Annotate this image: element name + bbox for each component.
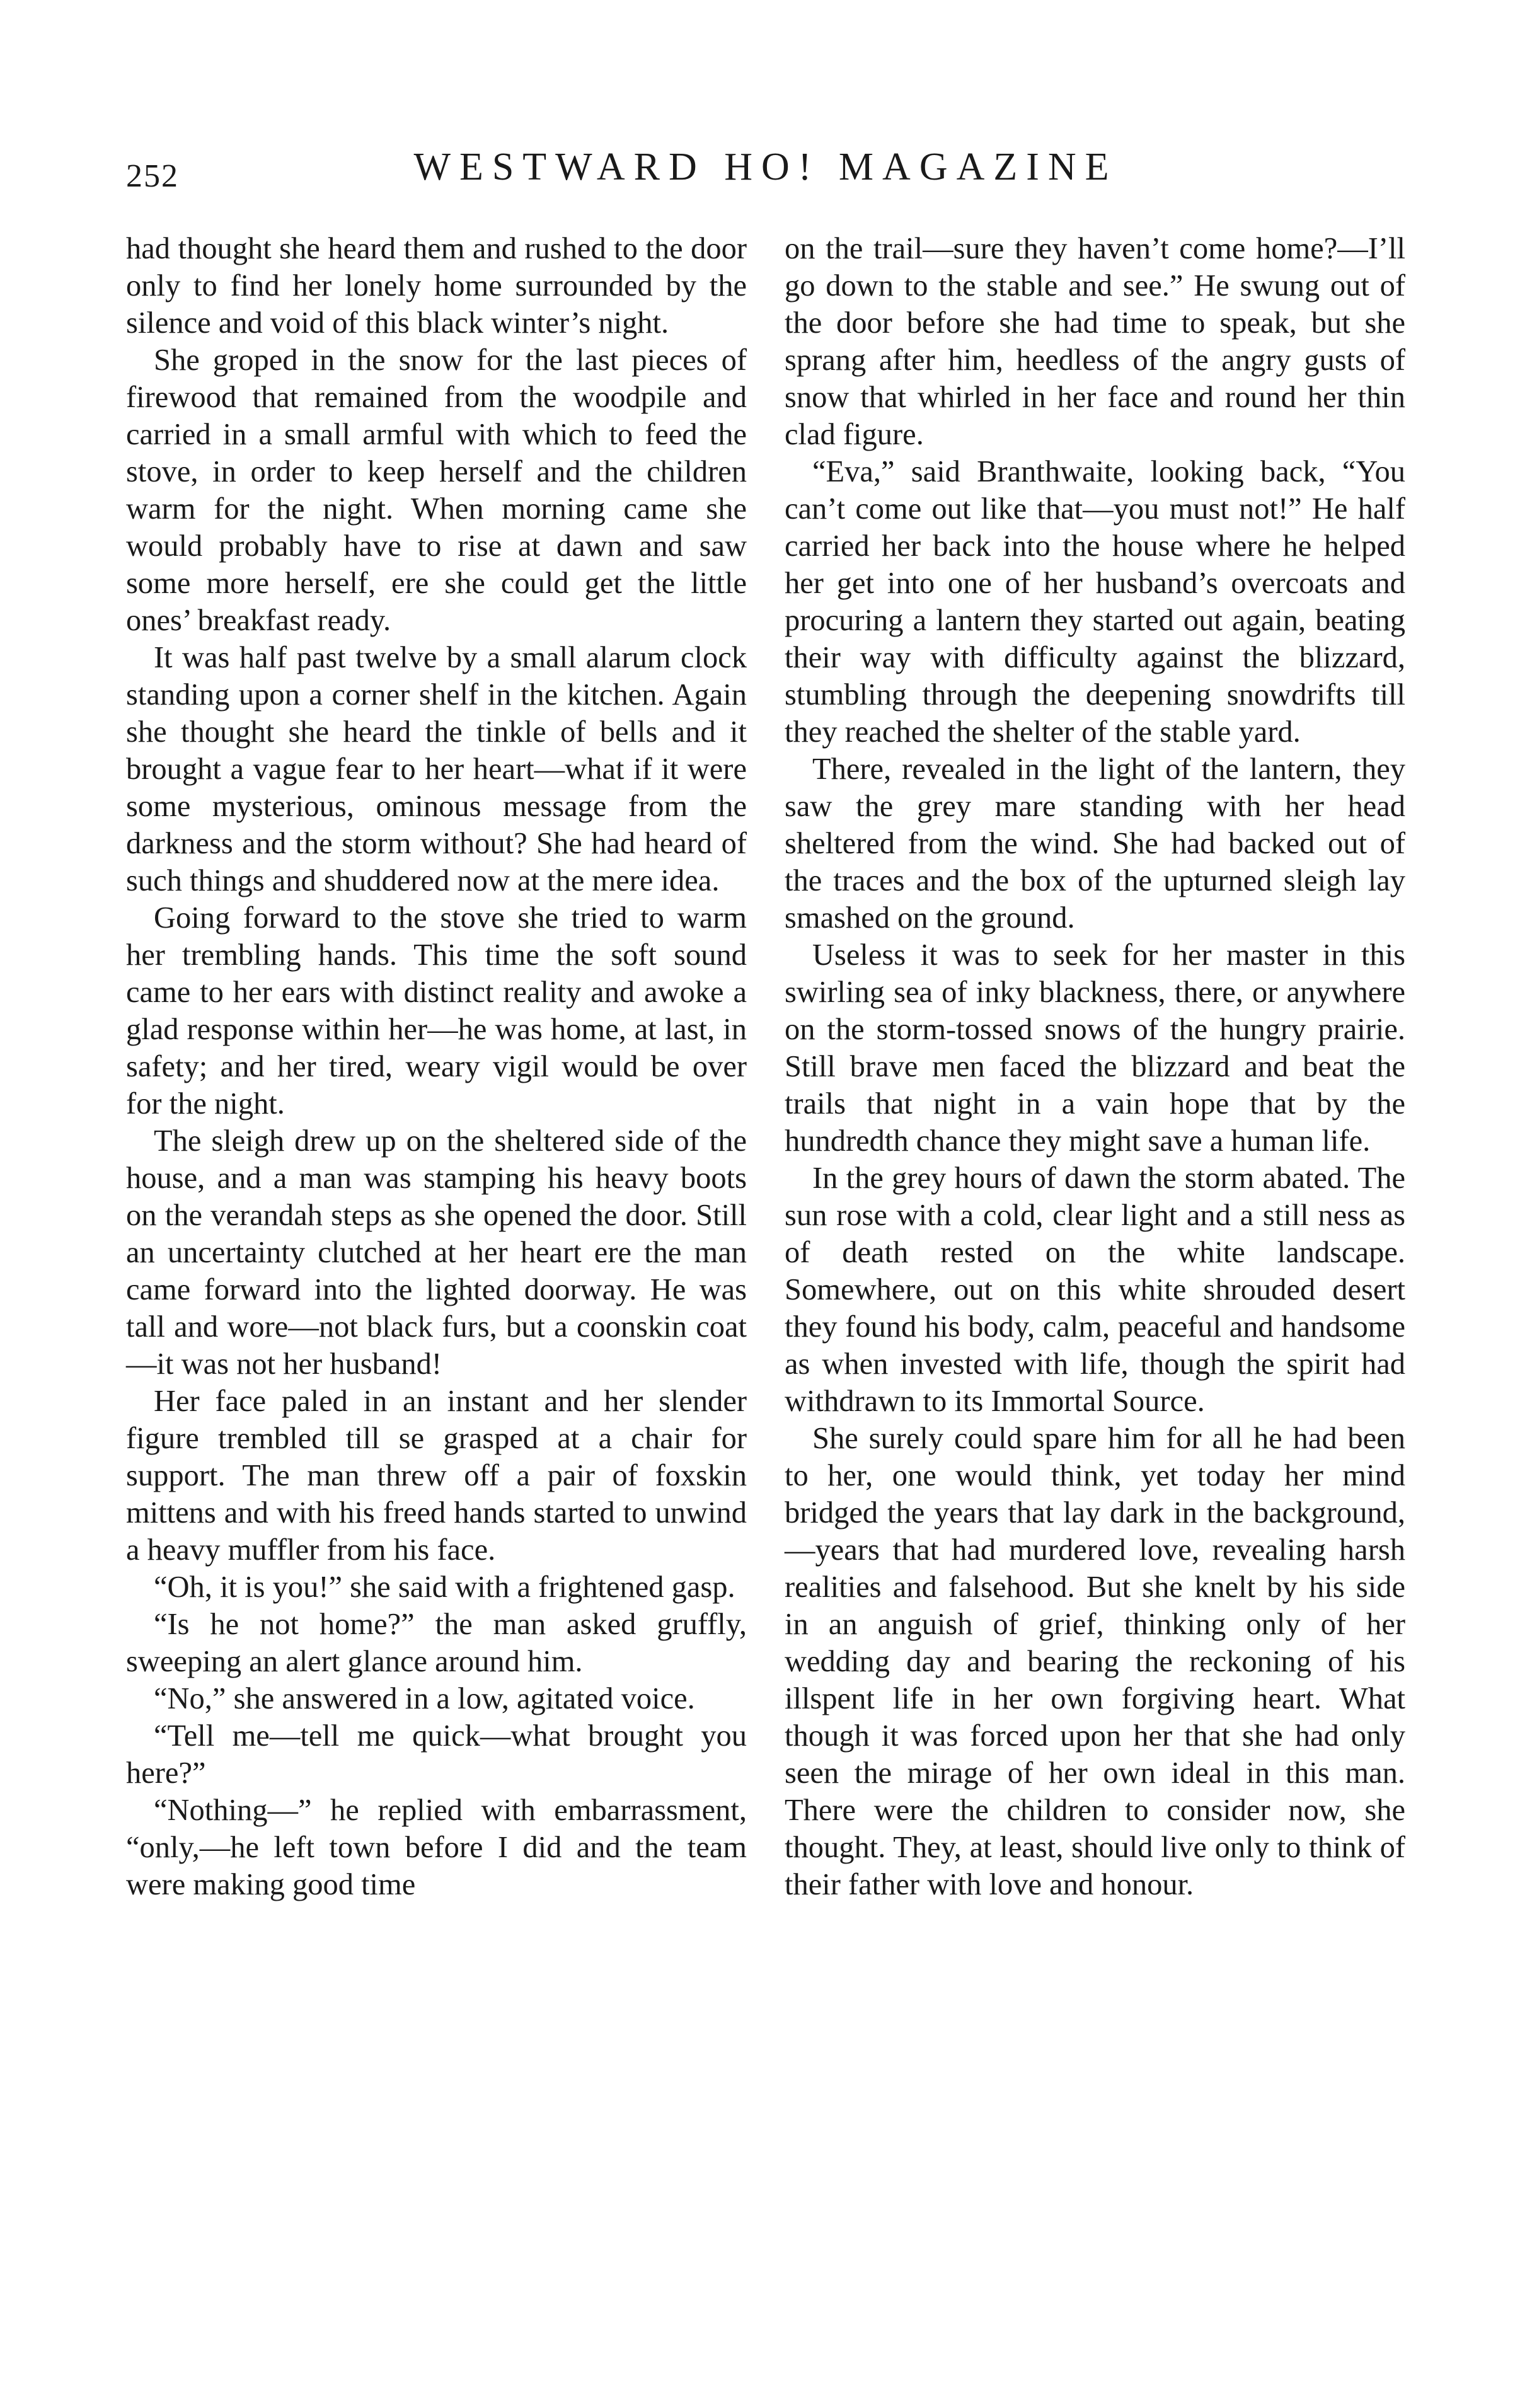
paragraph: “No,” she answered in a low, agitated voice. <box>154 1682 695 1715</box>
paragraph: “Is he not home?” the man asked gruffly, sweeping an alert glance around him. <box>126 1608 747 1678</box>
paragraph: had thought she heard them and rushed to the door only to find her lonely home surrounded by the silence and void of this black winter’s night. <box>126 232 747 340</box>
paragraph: “Tell me—tell me quick—what brought you here?” <box>126 1719 747 1790</box>
page-number: 252 <box>126 158 179 194</box>
paragraph: “Nothing—” he replied with embarrassment, “only,—he left town before I did and the team were making good time <box>126 1794 747 1901</box>
paragraph: In the grey hours of dawn the storm abated. The sun rose with a cold, clear light and a still ness as of death rested on the white landscape. Somewhere, out on this white shrouded desert they found his body, calm, peaceful and handsome as when invested with life, though the spirit had withdrawn to its Immortal Source. <box>785 1161 1405 1418</box>
paragraph: She surely could spare him for all he had been to her, one would think, yet today her mind bridged the years that lay dark in the background,—years that had murdered love, revealing harsh realities and falsehood. But she knelt by his side in an anguish of grief, thinking only of her wedding day and bearing the reckoning of his illspent life in her own forgiving heart. What though it was forced upon her that she had only seen the mirage of her own ideal in this man. There were the children to consider now, she thought. They, at least, should live only to think of their father with love and honour. <box>785 1422 1405 1901</box>
paragraph: She groped in the snow for the last pieces of firewood that remained from the woodpile and carried in a small armful with which to feed the stove, in order to keep herself and the children warm for the night. When morning came she would probably have to rise at dawn and saw some more herself, ere she could get the little ones’ breakfast ready. <box>126 343 747 637</box>
paragraph: Her face paled in an instant and her slender figure trembled till se grasped at a chair for support. The man threw off a pair of foxskin mittens and with his freed hands started to unwind a heavy muffler from his face. <box>126 1385 747 1567</box>
left-column <box>126 230 747 1903</box>
paragraph: The sleigh drew up on the sheltered side of the house, and a man was stamping his heavy boots on the verandah steps as she opened the door. Still an uncertainty clutched at her heart ere the man came forward into the lighted doorway. He was tall and wore—not black furs, but a coonskin coat—it was not her husband! <box>126 1124 747 1381</box>
paragraph: Going forward to the stove she tried to warm her trembling hands. This time the soft sound came to her ears with distinct reality and awoke a glad response within her—he was home, at last, in safety; and her tired, weary vigil would be over for the night. <box>126 901 747 1120</box>
right-column <box>785 230 1405 1903</box>
paragraph: on the trail—sure they haven’t come home?—I’ll go down to the stable and see.” He swung out of the door before she had time to speak, but she sprang after him, heedless of the angry gusts of snow that whirled in her face and round her thin clad figure. <box>785 232 1405 451</box>
page-header <box>126 145 1405 214</box>
paragraph: Useless it was to seek for her master in this swirling sea of inky blackness, there, or anywhere on the storm-tossed snows of the hungry prairie. Still brave men faced the blizzard and beat the trails that night in a vain hope that by the hundredth chance they might save a human life. <box>785 938 1405 1158</box>
paragraph: There, revealed in the light of the lantern, they saw the grey mare standing with her head sheltered from the wind. She had backed out of the traces and the box of the upturned sleigh lay smashed on the ground. <box>785 752 1405 935</box>
paragraph: It was half past twelve by a small alarum clock standing upon a corner shelf in the kitchen. Again she thought she heard the tinkle of bells and it brought a vague fear to her heart—what if it were some mysterious, ominous message from the darkness and the storm without? She had heard of such things and shuddered now at the mere idea. <box>126 641 747 897</box>
paragraph: “Oh, it is you!” she said with a frightened gasp. <box>154 1570 735 1604</box>
running-title: WESTWARD HO! MAGAZINE <box>413 146 1118 188</box>
paragraph: “Eva,” said Branthwaite, looking back, “You can’t come out like that—you must not!” He half carried her back into the house where he helped her get into one of her husband’s overcoats and procuring a lantern they started out again, beating their way with difficulty against the blizzard, stumbling through the deepening snowdrifts till they reached the shelter of the stable yard. <box>785 455 1405 749</box>
